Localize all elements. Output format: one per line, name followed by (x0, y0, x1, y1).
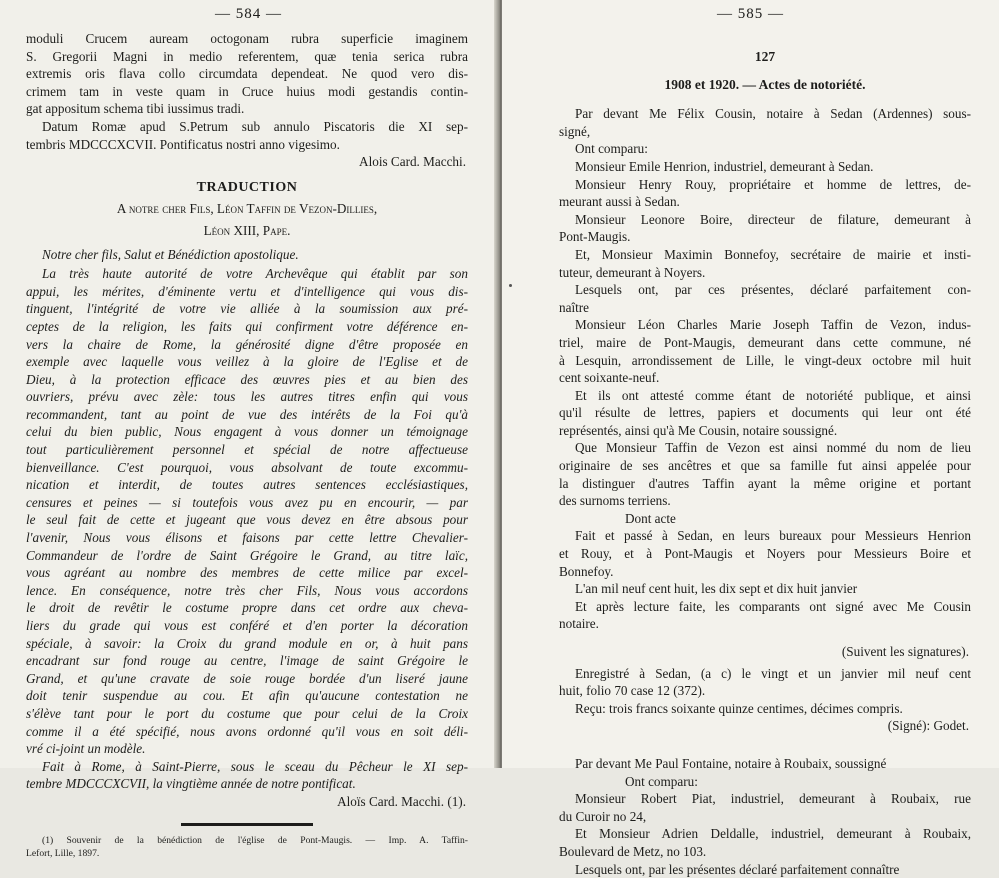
text-line: l'avenir, Nous vous élisons et faisons par cette lettre Chevalier- (26, 530, 468, 546)
footnote-line: (1) Souvenir de la bénédiction de l'église de Pont-Maugis. — Imp. A. Taffin- (42, 834, 468, 846)
signatures-note: (Suivent les signatures). (841, 644, 969, 659)
text-line: Bonnefoy. (559, 563, 614, 579)
registration-block (559, 665, 971, 718)
text-line: Pont-Maugis. (559, 229, 631, 245)
text-line: vré ci-joint un modèle. (26, 741, 146, 757)
text-line: le seul fait de cette et jugeant que vous devez en être absous pour (26, 512, 468, 528)
text-line: triel, maire de Pont-Maugis, demeurant dans cette commune, né (559, 334, 971, 350)
text-line: Fait et passé à Sedan, en leurs bureaux pour Messieurs Henrion (575, 528, 971, 544)
text-line: exemple avec laquelle vous veillez à la gloire de l'Eglise et de (26, 354, 468, 370)
text-line: encadrant sur fond rouge au centre, l'image de saint Grégoire le (26, 653, 468, 669)
text-line: lence. En conséquence, notre très cher Fils, Nous vous accordons (26, 582, 468, 598)
text-line: s'élève tant pour le port du costume que pour celui de la Croix (26, 705, 468, 721)
text-line: Et Monsieur Adrien Deldalle, industriel, demeurant à Roubaix, (575, 826, 971, 842)
text-line: Fait à Rome, à Saint-Pierre, sous le sceau du Pêcheur le XI sep- (42, 758, 468, 774)
text-line: La très haute autorité de votre Archevêque qui établit par son (42, 266, 468, 282)
text-line: cent soixante-neuf. (559, 370, 660, 386)
text-line: gat appositum schema tibi iussimus tradi. (26, 101, 245, 117)
first-act (559, 105, 971, 633)
text-line: recommandent, tant au point de vue des intérêts de la Foi qu'à (26, 406, 468, 422)
text-line: Monsieur Léon Charles Marie Joseph Taffin de Vezon, indus- (575, 317, 971, 333)
latin-paragraph (26, 30, 468, 118)
text-line: Lesquels ont, par ces présentes, déclaré parfaitement con- (575, 282, 971, 298)
french-signature: Aloïs Card. Macchi. (1). (337, 793, 466, 809)
latin-signature: Alois Card. Macchi. (359, 154, 466, 170)
traduction-heading: TRADUCTION (196, 179, 298, 195)
act-title: 1908 et 1920. — Actes de notoriété. (664, 76, 866, 92)
text-line: tinguent, l'intégrité de votre vie alliée à la soumission aux pré- (26, 301, 468, 317)
text-line: vers la chaire de Rome, la générosité digne d'être proposée en (26, 336, 468, 352)
text-line: et Rouy, et à Pont-Maugis et Noyers pour Messieurs Boire et (559, 546, 971, 562)
address-line: A notre cher Fils, Léon Taffin de Vezon-Dillies, (116, 201, 378, 217)
text-line: Et, Monsieur Maximin Bonnefoy, secrétaire de mairie et insti- (575, 246, 971, 262)
paper-speck (509, 284, 512, 287)
text-line: Ont comparu: (625, 773, 698, 789)
text-line: celui du bien public, Nous engagent à vous donner un témoignage (26, 424, 468, 440)
text-line: Grand, et qu'une cravate de soie rouge bordée d'un liseré jaune (26, 670, 468, 686)
text-line: L'an mil neuf cent huit, les dix sept et dix huit janvier (575, 581, 858, 597)
text-line: Monsieur Robert Piat, industriel, demeurant à Roubaix, rue (575, 791, 971, 807)
right-page (502, 0, 999, 877)
text-line: liers du grade qui vous est conféré et d'en porter la décoration (26, 618, 468, 633)
text-line: représentés, ainsi qu'à Me Cousin, notaire soussigné. (559, 422, 838, 438)
text-line: bienveillance. C'est pourquoi, vous absolvant de toute excommu- (26, 459, 468, 475)
text-line: Par devant Me Paul Fontaine, notaire à Roubaix, soussigné (575, 755, 887, 771)
text-line: tembre MDCCCXCVII, la vingtième année de notre pontificat. (26, 776, 356, 792)
footnote (26, 834, 468, 860)
text-line: Dont acte (625, 510, 676, 526)
text-line: Datum Romæ apud S.Petrum sub annulo Piscatoris die XI sep- (42, 118, 468, 134)
pope-line: Léon XIII, Pape. (203, 222, 291, 238)
text-line: Monsieur Henry Rouy, propriétaire et homme de lettres, de- (575, 176, 971, 192)
text-line: crimem tam in veste quam in Cruce huius modi gestandis contin- (26, 83, 468, 99)
salutation: Notre cher fils, Salut et Bénédiction apostolique. (42, 246, 299, 262)
text-line: moduli Crucem auream octogonam rubra superficie imaginem (26, 31, 468, 46)
text-line: Commandeur de l'ordre de Saint Grégoire le Grand, au titre laïc, (26, 547, 468, 563)
act-number: 127 (754, 49, 776, 64)
text-line: des surnoms terriens. (559, 493, 671, 509)
text-line: Ont comparu: (575, 141, 648, 157)
left-text-column (26, 30, 468, 860)
footnote-divider (181, 823, 313, 826)
text-line: naître (559, 299, 590, 315)
text-line: Monsieur Leonore Boire, directeur de filature, demeurant à (575, 211, 971, 227)
text-line: comme il a été spécifié, nous avons ordonné qu'il vous en soit déli- (26, 723, 468, 739)
text-line: Boulevard de Metz, no 103. (559, 843, 707, 859)
text-line: Et après lecture faite, les comparants ont signé avec Me Cousin (575, 598, 971, 614)
text-line: vous agréant au nombre des membres de cette milice par excel- (26, 565, 468, 581)
text-line: nication et interdit, de toutes autres sentences ecclésiastiques, (26, 477, 468, 493)
text-line: tuteur, demeurant à Noyers. (559, 264, 706, 280)
text-line: Lesquels ont, par les présentes déclaré parfaitement connaître (575, 861, 900, 877)
page-number-584: — 584 — (215, 6, 282, 22)
text-line: Reçu: trois francs soixante quinze centimes, décimes compris. (575, 700, 903, 716)
text-line: censures et peines — si toutefois vous avez pu en encourir, — par (26, 494, 468, 510)
text-line: Enregistré à Sedan, (a c) le vingt et un janvier mil neuf cent (575, 665, 971, 681)
text-line: originaire de ses ancêtres et que sa famille fut ainsi appelée pour (559, 458, 971, 474)
text-line: qu'il résulte de lettres, papiers et documents qui leur ont été (559, 405, 971, 421)
right-text-column (559, 30, 971, 878)
text-line: la distinguer d'autres Taffin ayant la même origine et portant (559, 475, 971, 491)
text-line: doit tenir suspendue au cou. Et afin qu'aucune contestation ne (26, 688, 468, 704)
text-line: Que Monsieur Taffin de Vezon est ainsi nommé du nom de lieu (575, 440, 971, 456)
page-number-585: — 585 — (717, 6, 784, 22)
text-line: du Curoir no 24, (559, 808, 647, 824)
text-line: ouvriers, prévu avec zèle: tous les autres titres enfin qui vous (26, 389, 468, 405)
left-page (0, 0, 497, 859)
text-line: Dieu, à la protection efficace des œuvres pies et au bien des (26, 371, 468, 387)
text-line: appui, les mérites, d'éminente vertu et d'intelligence qui vous dis- (26, 283, 468, 299)
text-line: Et ils ont attesté comme étant de notoriété publique, et ainsi (575, 387, 971, 403)
letter-body (26, 265, 468, 793)
text-line: ceptes de la religion, les faits qui confirment votre déférence en- (26, 318, 468, 334)
text-line: huit, folio 70 case 12 (372). (559, 683, 706, 699)
text-line: Monsieur Emile Henrion, industriel, demeurant à Sedan. (575, 158, 874, 174)
text-line: meurant aussi à Sedan. (559, 194, 680, 210)
datum-paragraph (26, 118, 468, 153)
text-line: extremis oris flava collo circumdata dependeat. Ne quod vero dis- (26, 66, 468, 82)
text-line: notaire. (559, 616, 599, 632)
text-line: tembris MDCCCXCVII. Pontificatus nostri anno vigesimo. (26, 136, 340, 152)
signed-godet: (Signé): Godet. (887, 718, 969, 734)
text-line: à Lesquin, arrondissement de Lille, le vingt-deux octobre mil huit (559, 352, 971, 368)
text-line: signé, (559, 123, 591, 139)
text-line: S. Gregorii Magni in medio referentem, quæ tenia serica rubra (26, 48, 468, 64)
text-line: tout particulièrement personnel et spécial de notre affectueuse (26, 442, 468, 458)
footnote-line: Lefort, Lille, 1897. (26, 847, 100, 859)
text-line: Par devant Me Félix Cousin, notaire à Sedan (Ardennes) sous- (575, 106, 971, 122)
text-line: le droit de revêtir le costume propre dans cet ordre aux cheva- (26, 600, 468, 616)
text-line: spéciale, à savoir: la Croix du grand module en or, à huit pans (26, 635, 468, 651)
second-act (559, 755, 971, 878)
